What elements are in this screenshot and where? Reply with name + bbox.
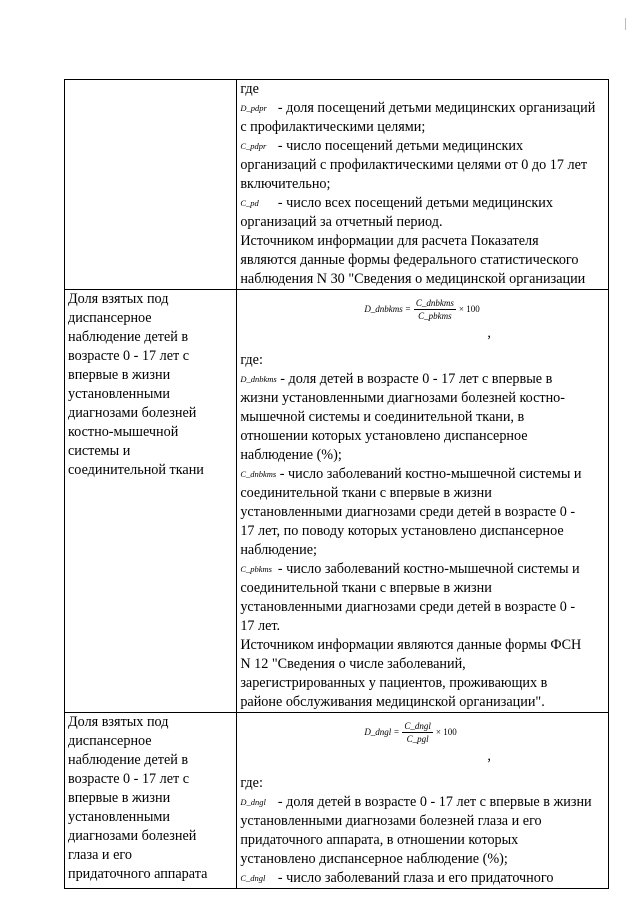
formula-symbol: D_dngl (240, 797, 266, 807)
text-line (240, 389, 605, 408)
text-line (240, 156, 605, 175)
formula-symbol: C_pd (240, 198, 259, 208)
line-text: 17 лет. (240, 618, 281, 634)
line-text: - число заболеваний костно-мышечной системы и (276, 466, 582, 482)
line-text: районе обслуживания медицинской организации". (240, 694, 545, 710)
name-line: Доля взятых под (68, 714, 169, 730)
text-line (240, 598, 605, 617)
table-row-eye (65, 713, 609, 889)
line-text: Источником информации для расчета Показателя (240, 233, 539, 249)
text-line (240, 370, 605, 389)
indicator-table (64, 79, 609, 889)
formula-numerator: C_dngl (404, 720, 431, 731)
name-line: костно-мышечной (68, 424, 179, 440)
text-line (240, 560, 605, 579)
formula-fraction (414, 297, 456, 322)
formula-comma: , (487, 325, 491, 341)
indicator-name-cell (65, 80, 237, 290)
text-line (240, 270, 605, 289)
name-line: диагнозами болезней (68, 405, 197, 421)
formula-symbol: D_pdpr (240, 103, 267, 113)
text-line (240, 213, 605, 232)
text-line (240, 541, 605, 560)
text-line (240, 655, 605, 674)
text-line (240, 351, 605, 370)
name-line: возрасте 0 - 17 лет с (68, 771, 190, 787)
text-line (240, 579, 605, 598)
text-line (240, 137, 605, 156)
name-line: диспансерное (68, 310, 152, 326)
line-text: зарегистрированных у пациентов, проживающих в (240, 675, 548, 691)
name-line: соединительной ткани (68, 462, 204, 478)
formula-denominator: C_pgl (406, 733, 429, 744)
formula-denominator: C_pbkms (418, 310, 452, 321)
formula (240, 713, 605, 751)
line-text: наблюдения N 30 "Сведения о медицинской организации (240, 271, 586, 287)
line-text: установлено диспансерное наблюдение (%); (240, 851, 508, 867)
text-line (240, 232, 605, 251)
table-row-visits (65, 80, 609, 290)
line-text: где (240, 81, 259, 97)
line-text: организаций за отчетный период. (240, 214, 443, 230)
name-line: диагнозами болезней (68, 828, 197, 844)
line-text: установленными диагнозами среди детей в возрасте 0 - (240, 599, 576, 615)
text-line (240, 869, 605, 888)
text-line (240, 80, 605, 99)
line-text: где: (240, 352, 263, 368)
text-line (240, 484, 605, 503)
text-line (240, 693, 605, 712)
line-text: придаточного аппарата, в отношении которых (240, 832, 519, 848)
text-line (240, 793, 605, 812)
text-line (240, 522, 605, 541)
line-text: установленными диагнозами среди детей в возрасте 0 - (240, 504, 576, 520)
formula-lhs: D_dngl (364, 726, 392, 737)
formula-symbol: C_dngl (240, 873, 266, 883)
line-text: с профилактическими целями; (240, 119, 426, 135)
name-line: наблюдение детей в (68, 329, 189, 345)
name-line: установленными (68, 386, 170, 402)
formula-symbol: D_dnbkms (240, 374, 277, 384)
indicator-name (68, 290, 233, 480)
name-line: диспансерное (68, 733, 152, 749)
line-text: являются данные формы федерального статистического (240, 252, 579, 268)
line-text: установленными диагнозами болезней глаза и его (240, 813, 542, 829)
line-text: N 12 "Сведения о числе заболеваний, (240, 656, 466, 672)
text-line (240, 408, 605, 427)
name-line: системы и (68, 443, 131, 459)
line-text: - число заболеваний глаза и его придаточного (274, 870, 554, 886)
line-text: включительно; (240, 176, 331, 192)
formula-equals: = (404, 303, 411, 314)
formula-multiplier: × 100 (458, 303, 480, 314)
text-line (240, 503, 605, 522)
formula-lhs: D_dnbkms (364, 303, 403, 314)
line-text: - доля посещений детьми медицинских организаций (274, 100, 596, 116)
name-line: установленными (68, 809, 170, 825)
formula-symbol: C_pbkms (240, 564, 272, 574)
line-text: наблюдение (%); (240, 447, 342, 463)
line-text: Источником информации являются данные формы ФСН (240, 637, 582, 653)
name-line: возрасте 0 - 17 лет с (68, 348, 190, 364)
text-line (240, 427, 605, 446)
table-row-musculoskeletal (65, 290, 609, 713)
indicator-name (68, 713, 233, 884)
text-line (240, 674, 605, 693)
line-text: 17 лет, по поводу которых установлено диспансерное (240, 523, 564, 539)
formula-symbol: C_dnbkms (240, 469, 277, 479)
text-line (240, 774, 605, 793)
method-cell (237, 290, 609, 713)
text-line (240, 831, 605, 850)
method-text (240, 351, 605, 712)
line-text: соединительной ткани с впервые в жизни (240, 580, 492, 596)
line-text: - доля детей в возрасте 0 - 17 лет с впервые в (276, 371, 553, 387)
method-text (240, 774, 605, 888)
text-line (240, 446, 605, 465)
method-text (240, 80, 605, 289)
formula-equals: = (393, 726, 400, 737)
page-edge-mark (625, 18, 626, 30)
formula-fraction (402, 720, 433, 745)
text-line (240, 99, 605, 118)
line-text: где: (240, 775, 263, 791)
line-text: - доля детей в возрасте 0 - 17 лет с впервые в жизни (274, 794, 592, 810)
text-line (240, 175, 605, 194)
text-line (240, 636, 605, 655)
formula-comma: , (487, 748, 491, 764)
text-line (240, 812, 605, 831)
indicator-name-cell (65, 713, 237, 889)
line-text: организаций с профилактическими целями от 0 до 17 лет (240, 157, 588, 173)
name-line: впервые в жизни (68, 790, 171, 806)
name-line: впервые в жизни (68, 367, 171, 383)
line-text: наблюдение; (240, 542, 317, 558)
text-line (240, 118, 605, 137)
text-line (240, 850, 605, 869)
text-line (240, 194, 605, 213)
name-line: наблюдение детей в (68, 752, 189, 768)
text-line (240, 465, 605, 484)
formula-multiplier: × 100 (435, 726, 457, 737)
line-text: соединительной ткани с впервые в жизни (240, 485, 492, 501)
text-line (240, 251, 605, 270)
line-text: - число посещений детьми медицинских (274, 138, 524, 154)
name-line: Доля взятых под (68, 291, 169, 307)
name-line: придаточного аппарата (68, 866, 208, 882)
formula (240, 290, 605, 328)
name-line: глаза и его (68, 847, 132, 863)
line-text: - число всех посещений детьми медицинских (274, 195, 553, 211)
formula-numerator: C_dnbkms (415, 297, 454, 308)
text-line (240, 617, 605, 636)
method-cell (237, 80, 609, 290)
method-cell (237, 713, 609, 889)
line-text: - число заболеваний костно-мышечной системы и (274, 561, 580, 577)
line-text: жизни установленными диагнозами болезней костно- (240, 390, 565, 406)
line-text: отношении которых установлено диспансерное (240, 428, 528, 444)
indicator-name-cell (65, 290, 237, 713)
formula-symbol: C_pdpr (240, 141, 267, 151)
line-text: мышечной системы и соединительной ткани, в (240, 409, 525, 425)
